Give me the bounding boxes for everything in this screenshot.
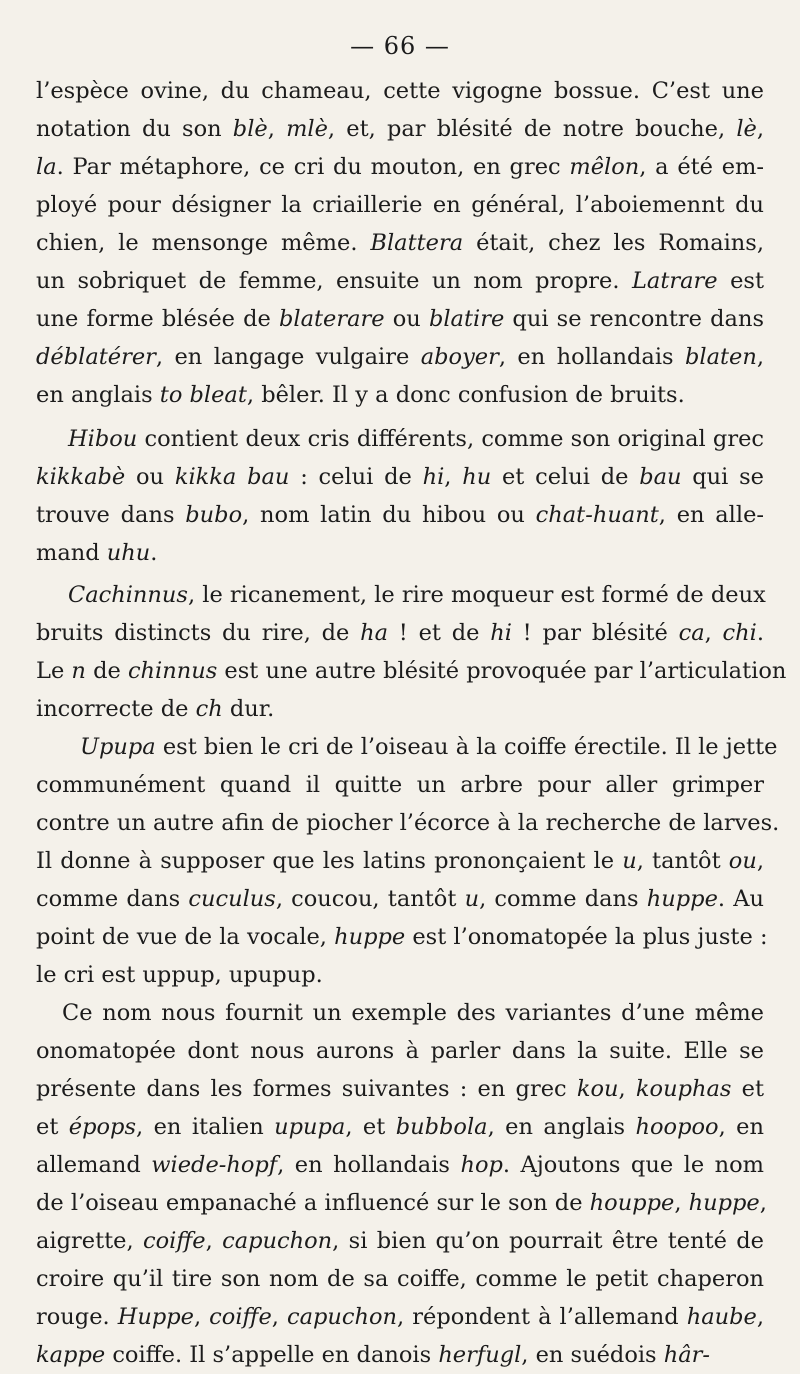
text-run: ,	[205, 1228, 223, 1254]
italic-term: kappe	[36, 1342, 106, 1368]
italic-term: chi	[722, 620, 757, 646]
text-line	[36, 1260, 764, 1298]
text-run: , et	[345, 1114, 396, 1140]
italic-term: wiede-hopf	[151, 1152, 278, 1178]
italic-term: hop	[460, 1152, 503, 1178]
italic-term: Upupa	[80, 734, 156, 760]
italic-term: u	[622, 848, 637, 874]
text-run: trouve dans	[36, 502, 186, 528]
text-line	[36, 614, 764, 652]
text-run: ,	[674, 1190, 689, 1216]
text-run: contient deux cris différents, comme son original grec	[137, 426, 764, 452]
italic-term: blè	[232, 116, 268, 142]
text-run: ,	[271, 1304, 287, 1330]
text-run: ,	[267, 116, 287, 142]
text-line	[36, 1070, 764, 1108]
text-run: point de vue de la vocale,	[36, 924, 335, 950]
text-run: , en italien	[136, 1114, 275, 1140]
italic-term: la	[36, 154, 57, 180]
text-run: est	[717, 268, 764, 294]
text-line	[36, 766, 764, 804]
text-run: , en anglais	[487, 1114, 636, 1140]
text-line	[36, 842, 764, 880]
text-run: : celui de	[289, 464, 423, 490]
text-run: . Au	[717, 886, 764, 912]
italic-term: kikkabè	[36, 464, 126, 490]
text-run: rouge.	[36, 1304, 118, 1330]
italic-term: Hibou	[68, 426, 138, 452]
italic-term: hu	[462, 464, 492, 490]
text-run: , en suédois	[521, 1342, 664, 1368]
text-run: . Ajoutons que le nom	[502, 1152, 764, 1178]
text-line	[36, 338, 764, 376]
page-number: — 66 —	[350, 32, 450, 60]
text-run: aigrette,	[36, 1228, 143, 1254]
italic-term: houppe	[589, 1190, 675, 1216]
italic-term: to bleat	[159, 382, 247, 408]
text-run: est une autre blésité provoquée par l’articulation	[217, 658, 787, 684]
text-run: , répondent à l’allemand	[397, 1304, 687, 1330]
italic-term: aboyer	[420, 344, 499, 370]
text-run: croire qu’il tire son nom de sa coiffe, comme le petit chaperon	[36, 1266, 764, 1292]
text-line	[36, 804, 780, 842]
italic-term: kikka bau	[174, 464, 290, 490]
italic-term: coiffe	[143, 1228, 206, 1254]
text-run: onomatopée dont nous aurons à parler dans la suite. Elle se	[36, 1038, 764, 1064]
italic-term: hâr-	[663, 1342, 711, 1368]
text-run: , nom latin du hibou ou	[242, 502, 536, 528]
italic-term: kou	[576, 1076, 619, 1102]
text-run: qui se rencontre dans	[504, 306, 764, 332]
italic-term: lè	[736, 116, 757, 142]
italic-term: ou	[728, 848, 757, 874]
italic-term: ca	[678, 620, 705, 646]
text-line	[36, 1108, 764, 1146]
italic-term: déblatérer	[36, 344, 156, 370]
italic-term: bau	[639, 464, 682, 490]
text-run: communément quand il quitte un arbre pour aller grimper	[36, 772, 764, 798]
text-line	[36, 918, 768, 956]
italic-term: huppe	[334, 924, 406, 950]
text-run: , en hollandais	[498, 344, 685, 370]
text-run: bruits distincts du rire, de	[36, 620, 361, 646]
italic-term: blaten	[684, 344, 757, 370]
text-run: , a été em-	[639, 154, 764, 180]
text-run: . Par métaphore, ce cri du mouton, en grec	[56, 154, 570, 180]
text-line	[36, 496, 764, 534]
text-run: qui se	[681, 464, 764, 490]
italic-term: ch	[195, 696, 223, 722]
italic-term: herfugl	[438, 1342, 522, 1368]
text-run: était, chez les Romains,	[463, 230, 765, 256]
text-line	[36, 1146, 764, 1184]
text-run: comme dans	[36, 886, 189, 912]
text-run: .	[756, 620, 764, 646]
italic-term: Latrare	[631, 268, 718, 294]
text-line	[36, 110, 764, 148]
text-line	[36, 224, 764, 262]
italic-term: Cachinnus	[68, 582, 188, 608]
text-run: Ce nom nous fournit un exemple des variantes d’une même	[62, 1000, 764, 1026]
text-run: , bêler. Il y a donc confusion de bruits.	[246, 382, 685, 408]
italic-term: huppe	[688, 1190, 760, 1216]
text-line	[36, 1032, 764, 1070]
text-line	[36, 262, 764, 300]
text-run: , en hollandais	[277, 1152, 461, 1178]
italic-term: hi	[422, 464, 445, 490]
text-line	[36, 186, 764, 224]
italic-term: capuchon	[287, 1304, 398, 1330]
text-run: ,	[444, 464, 463, 490]
italic-term: bubbola	[395, 1114, 488, 1140]
text-line	[36, 300, 764, 338]
italic-term: blatire	[428, 306, 505, 332]
text-run: et	[731, 1076, 765, 1102]
italic-term: mlè	[286, 116, 328, 142]
text-line	[68, 420, 764, 458]
text-line	[36, 956, 764, 994]
text-run: , et, par blésité de notre bouche,	[327, 116, 737, 142]
italic-term: haube	[686, 1304, 757, 1330]
italic-term: hoopoo	[635, 1114, 719, 1140]
text-run: ! par blésité	[511, 620, 679, 646]
text-run: , le ricanement, le rire moqueur est formé de deux	[187, 582, 766, 608]
text-line	[36, 534, 764, 572]
text-line	[36, 652, 787, 690]
text-line	[62, 994, 764, 1032]
text-line	[36, 880, 764, 918]
text-run: Il donne à supposer que les latins prononçaient le	[36, 848, 623, 874]
text-run: contre un autre afin de piocher l’écorce à la recherche de larves.	[36, 810, 780, 836]
italic-term: uhu	[106, 540, 151, 566]
text-run: ployé pour désigner la criaillerie en général, l’aboiemennt du	[36, 192, 764, 218]
text-line	[36, 148, 764, 186]
italic-term: Blattera	[370, 230, 464, 256]
text-run: est bien le cri de l’oiseau à la coiffe érectile. Il le jette	[155, 734, 778, 760]
text-run: Le	[36, 658, 72, 684]
text-run: , tantôt	[636, 848, 729, 874]
text-line	[80, 728, 778, 766]
text-run: ,	[756, 116, 764, 142]
text-run: présente dans les formes suivantes : en grec	[36, 1076, 577, 1102]
italic-term: hi	[490, 620, 512, 646]
italic-term: mêlon	[569, 154, 640, 180]
text-run: .	[150, 540, 158, 566]
text-line	[36, 1298, 764, 1336]
italic-term: Huppe	[117, 1304, 194, 1330]
italic-term: n	[71, 658, 86, 684]
text-line	[36, 1222, 764, 1260]
text-run: mand	[36, 540, 107, 566]
text-run: ,	[756, 848, 764, 874]
text-run: ! et de	[388, 620, 491, 646]
text-line	[36, 376, 764, 414]
italic-term: coiffe	[209, 1304, 272, 1330]
text-run: un sobriquet de femme, ensuite un nom propre.	[36, 268, 632, 294]
text-run: de l’oiseau empanaché a influencé sur le son de	[36, 1190, 590, 1216]
italic-term: blaterare	[278, 306, 385, 332]
text-run: , en	[718, 1114, 764, 1140]
italic-term: upupa	[274, 1114, 346, 1140]
text-run: , en alle-	[658, 502, 764, 528]
text-run: de	[85, 658, 128, 684]
text-line	[36, 458, 764, 496]
text-run: dur.	[222, 696, 275, 722]
text-run: ,	[193, 1304, 210, 1330]
text-line	[68, 576, 764, 614]
text-run: coiffe. Il s’appelle en danois	[105, 1342, 439, 1368]
text-run: le cri est uppup, upupup.	[36, 962, 323, 988]
text-run: une forme blésée de	[36, 306, 279, 332]
text-run: , si bien qu’on pourrait être tenté de	[332, 1228, 764, 1254]
text-run: allemand	[36, 1152, 152, 1178]
text-run: chien, le mensonge même.	[36, 230, 371, 256]
italic-term: chat-huant	[535, 502, 659, 528]
text-run: ,	[618, 1076, 636, 1102]
italic-term: épops	[68, 1114, 137, 1140]
text-run: notation du son	[36, 116, 233, 142]
text-run: , comme dans	[479, 886, 647, 912]
text-line	[36, 72, 764, 110]
text-run: ,	[704, 620, 723, 646]
text-run: , coucou, tantôt	[275, 886, 465, 912]
italic-term: ha	[360, 620, 389, 646]
text-run: incorrecte de	[36, 696, 196, 722]
text-run: en anglais	[36, 382, 160, 408]
text-run: ou	[125, 464, 175, 490]
text-run: et	[36, 1114, 69, 1140]
italic-term: chinnus	[127, 658, 218, 684]
text-run: est l’onomatopée la plus juste :	[405, 924, 768, 950]
italic-term: u	[464, 886, 480, 912]
text-run: ou	[384, 306, 429, 332]
text-run: , en langage vulgaire	[155, 344, 421, 370]
text-run: et celui de	[491, 464, 640, 490]
text-run: ,	[756, 344, 765, 370]
text-line	[36, 690, 764, 728]
italic-term: kouphas	[635, 1076, 732, 1102]
italic-term: bubo	[185, 502, 243, 528]
italic-term: cuculus	[188, 886, 276, 912]
text-run: l’espèce ovine, du chameau, cette vigogne bossue. C’est une	[36, 78, 764, 104]
text-run: ,	[759, 1190, 767, 1216]
italic-term: huppe	[646, 886, 718, 912]
text-run: ,	[756, 1304, 764, 1330]
text-line	[36, 1336, 764, 1374]
italic-term: capuchon	[222, 1228, 333, 1254]
text-line	[36, 1184, 767, 1222]
